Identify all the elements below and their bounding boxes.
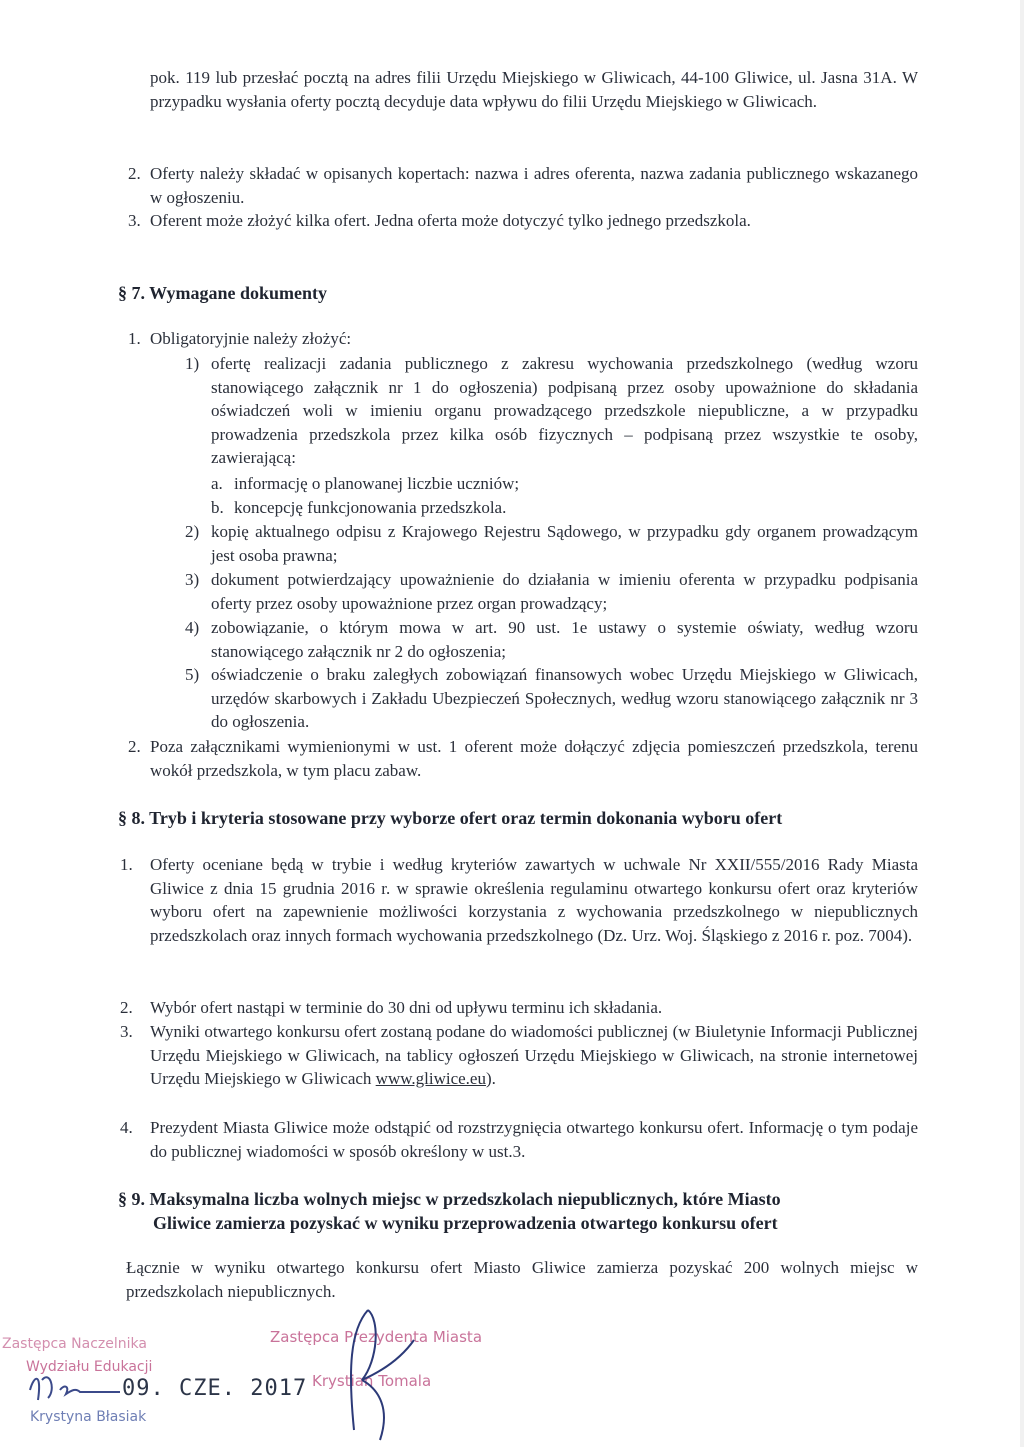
left-stamp-line1: Zastępca Naczelnika: [2, 1336, 147, 1352]
item-text: Obligatoryjnie należy złożyć:: [150, 329, 352, 348]
website-link[interactable]: www.gliwice.eu: [375, 1069, 486, 1088]
intro-paragraph: pok. 119 lub przesłać pocztą na adres filii Urzędu Miejskiego w Gliwicach, 44-100 Gliwice, ul. Jasna 31A. W przypadku wysłania oferty pocztą decyduje data wpływu do filii Urzędu Miejskiego w Gliwicach.: [150, 68, 918, 111]
letter-text: koncepcję funkcjonowania przedszkola.: [234, 498, 507, 517]
letter-text: informację o planowanej liczbie uczniów;: [234, 474, 520, 493]
item-number: 3.: [120, 1022, 133, 1041]
item-text: Oferty oceniane będą w trybie i według kryteriów zawartych w uchwale Nr XXII/555/2016 Rady Miasta Gliwice z dnia 15 grudnia 2016 r. w sprawie określenia regulaminu otwartego konkursu ofert oraz kryteriów wyboru ofert na zapewnienie możliwości korzystania z wychowania przedszkolnego w niepublicznych przedszkolach oraz innych formach wychowania przedszkolnego (Dz. Urz. Woj. Śląskiego z 2016 r. poz. 7004).: [150, 855, 918, 945]
item-text: Prezydent Miasta Gliwice może odstąpić od rozstrzygnięcia otwartego konkursu ofert. Informację o tym podaje do publicznej wiadomości w sposób określony w ust.3.: [150, 1118, 918, 1161]
item-text-after: ).: [485, 1069, 496, 1088]
section-8-heading: § 8. Tryb i kryteria stosowane przy wyborze ofert oraz termin dokonania wyboru ofert: [118, 808, 783, 828]
letter-marker: a.: [211, 474, 223, 493]
left-stamp-line3: Krystyna Błasiak: [30, 1409, 147, 1425]
subitem-number: 2): [185, 522, 200, 541]
item-number: 1.: [120, 855, 133, 874]
subitem-number: 5): [185, 665, 200, 684]
section-7-heading: § 7. Wymagane dokumenty: [118, 283, 328, 303]
item-text: Poza załącznikami wymienionymi w ust. 1 oferent może dołączyć zdjęcia pomieszczeń przedszkola, terenu wokół przedszkola, w tym placu zabaw.: [150, 737, 918, 780]
item-text: Oferent może złożyć kilka ofert. Jedna oferta może dotyczyć tylko jednego przedszkola.: [150, 211, 751, 230]
item-text: Wybór ofert nastąpi w terminie do 30 dni od upływu terminu ich składania.: [150, 998, 663, 1017]
letter-marker: b.: [211, 498, 224, 517]
subitem-text: kopię aktualnego odpisu z Krajowego Rejestru Sądowego, w przypadku gdy organem prowadzącym jest osoba prawna;: [211, 522, 918, 565]
section-9-heading-line2: Gliwice zamierza pozyskać w wyniku przeprowadzenia otwartego konkursu ofert: [153, 1213, 778, 1233]
item-number: 2.: [120, 998, 133, 1017]
item-number: 3.: [128, 211, 141, 230]
item-number: 4.: [120, 1118, 133, 1137]
subitem-text: oświadczenie o braku zaległych zobowiązań finansowych wobec Urzędu Miejskiego w Gliwicach, urzędów skarbowych i Zakładu Ubezpieczeń Społecznych, według wzoru stanowiącego załącznik nr 3 do ogłoszenia.: [211, 665, 918, 731]
subitem-text: ofertę realizacji zadania publicznego z zakresu wychowania przedszkolnego (według wzoru stanowiącego załącznik nr 1 do ogłoszenia) podpisaną przez osoby upoważnione do składania oświadczeń woli w imieniu organu prowadzącego przedszkole niepubliczne, a w przypadku prowadzenia przedszkola przez kilka osób fizycznych – podpisaną przez wszystkie te osoby, zawierającą:: [211, 354, 918, 467]
item-number: 1.: [128, 329, 141, 348]
left-stamp-line2: Wydziału Edukacji: [26, 1359, 153, 1375]
subitem-number: 4): [185, 618, 200, 637]
item-number: 2.: [128, 737, 141, 756]
right-stamp-line1: Zastępca Prezydenta Miasta: [270, 1328, 483, 1346]
item-text-before: Wyniki otwartego konkursu ofert zostaną podane do wiadomości publicznej (w Biuletynie Informacji Publicznej Urzędu Miejskiego w Gliwicach, na tablicy ogłoszeń Urzędu Miejskiego w Gliwicach, na stronie internetowej Urzędu Miejskiego w Gliwicach: [150, 1022, 918, 1088]
subitem-number: 1): [185, 354, 200, 373]
subitem-text: dokument potwierdzający upoważnienie do działania w imieniu oferenta w przypadku podpisania oferty przez osoby upoważnione przez organ prowadzący;: [211, 570, 918, 613]
item-number: 2.: [128, 164, 141, 183]
right-stamp-line2: Krystian Tomala: [312, 1372, 432, 1390]
section-9-heading-line1: § 9. Maksymalna liczba wolnych miejsc w przedszkolach niepublicznych, które Miasto: [118, 1189, 781, 1209]
right-signature-icon: [320, 1300, 430, 1447]
section-9-text: Łącznie w wyniku otwartego konkursu ofert Miasto Gliwice zamierza pozyskać 200 wolnych miejsc w przedszkolach niepublicznych.: [126, 1258, 918, 1301]
page-edge: [1020, 0, 1024, 1447]
date-stamp: 09. CZE. 2017: [122, 1376, 308, 1401]
subitem-number: 3): [185, 570, 200, 589]
subitem-text: zobowiązanie, o którym mowa w art. 90 ust. 1e ustawy o systemie oświaty, według wzoru stanowiącego załącznik nr 2 do ogłoszenia;: [211, 618, 918, 661]
item-text: [150, 1020, 918, 1091]
item-text: Oferty należy składać w opisanych kopertach: nazwa i adres oferenta, nazwa zadania publicznego wskazanego w ogłoszeniu.: [150, 164, 918, 207]
